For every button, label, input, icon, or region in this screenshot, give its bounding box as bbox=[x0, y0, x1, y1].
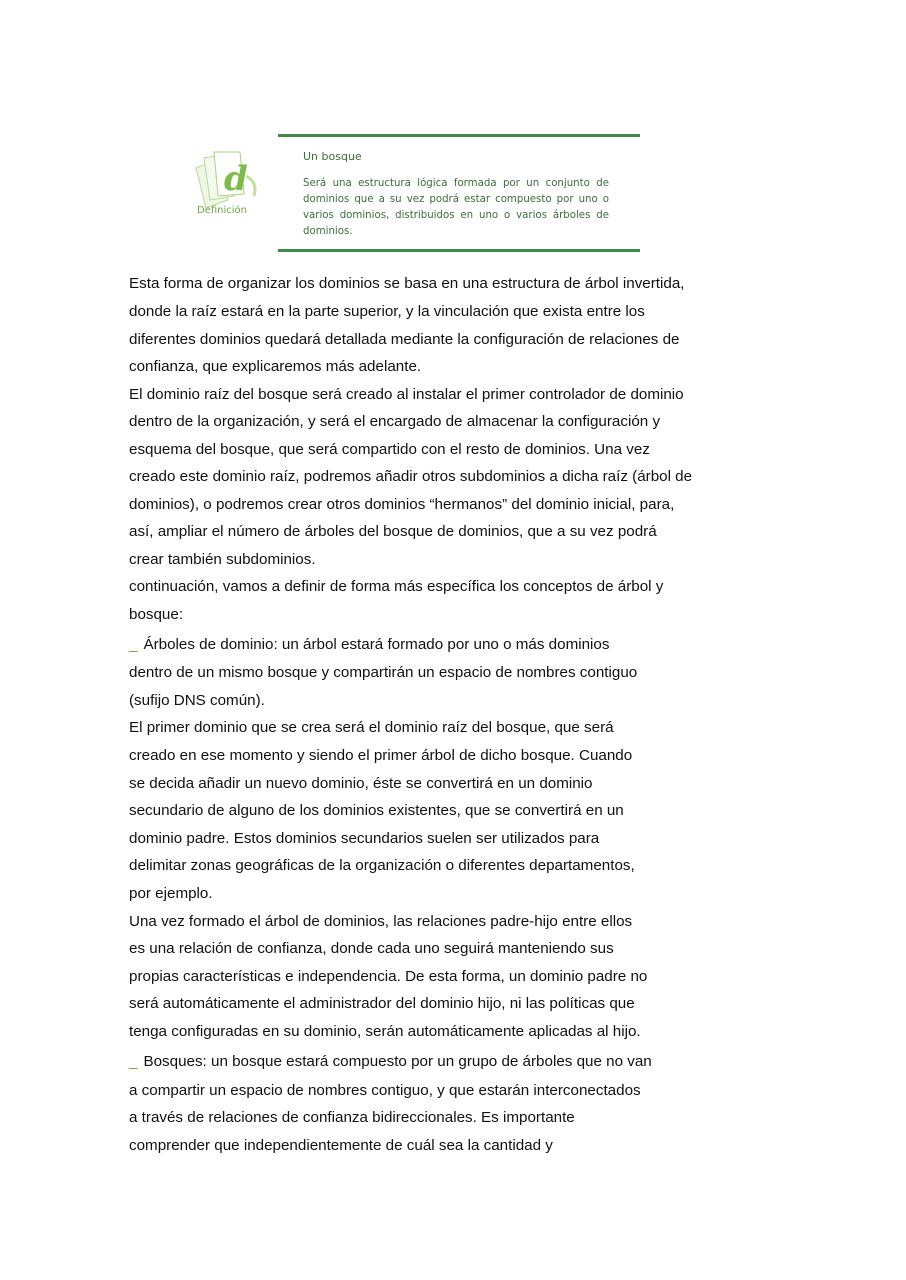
bullet-dash: _ bbox=[129, 1053, 138, 1070]
bullet-line-arboles bbox=[129, 635, 609, 655]
body-line: donde la raíz estará en la parte superior, y la vinculación que exista entre los bbox=[129, 303, 645, 320]
body-line: dentro de la organización, y será el encargado de almacenar la configuración y bbox=[129, 413, 661, 430]
svg-text:d: d bbox=[224, 159, 248, 199]
body-line: así, ampliar el número de árboles del bosque de dominios, que a su vez podrá bbox=[129, 523, 657, 540]
body-line: se decida añadir un nuevo dominio, éste se convertirá en un dominio bbox=[129, 775, 593, 792]
body-line: por ejemplo. bbox=[129, 885, 213, 902]
body-line: delimitar zonas geográficas de la organización o diferentes departamentos, bbox=[129, 857, 635, 874]
body-line: continuación, vamos a definir de forma más específica los conceptos de árbol y bbox=[129, 578, 664, 595]
body-line: El dominio raíz del bosque será creado al instalar el primer controlador de dominio bbox=[129, 386, 684, 403]
definition-title: Un bosque bbox=[303, 150, 362, 163]
bullet-dash: _ bbox=[129, 636, 138, 653]
body-line: bosque: bbox=[129, 606, 184, 623]
body-line: será automáticamente el administrador del dominio hijo, ni las políticas que bbox=[129, 995, 635, 1012]
definition-icon-label: Definición bbox=[197, 205, 247, 216]
body-line: tenga configuradas en su dominio, serán automáticamente aplicadas al hijo. bbox=[129, 1023, 641, 1040]
bullet-line-bosques bbox=[129, 1052, 652, 1072]
bullet-text: Bosques: un bosque estará compuesto por un grupo de árboles que no van bbox=[143, 1053, 652, 1070]
body-line: Esta forma de organizar los dominios se basa en una estructura de árbol invertida, bbox=[129, 275, 685, 292]
body-line: esquema del bosque, que será compartido con el resto de dominios. Una vez bbox=[129, 441, 650, 458]
body-line: dentro de un mismo bosque y compartirán un espacio de nombres contiguo bbox=[129, 664, 638, 681]
body-line: confianza, que explicaremos más adelante. bbox=[129, 358, 422, 375]
body-line: comprender que independientemente de cuál sea la cantidad y bbox=[129, 1137, 553, 1154]
body-line: El primer dominio que se crea será el dominio raíz del bosque, que será bbox=[129, 719, 614, 736]
body-line: diferentes dominios quedará detallada mediante la configuración de relaciones de bbox=[129, 331, 680, 348]
body-line: dominio padre. Estos dominios secundarios suelen ser utilizados para bbox=[129, 830, 600, 847]
body-line: Una vez formado el árbol de dominios, las relaciones padre-hijo entre ellos bbox=[129, 913, 633, 930]
body-line: a compartir un espacio de nombres contiguo, y que estarán interconectados bbox=[129, 1082, 641, 1099]
body-line: (sufijo DNS común). bbox=[129, 692, 265, 709]
body-line: propias características e independencia. De esta forma, un dominio padre no bbox=[129, 968, 648, 985]
body-line: es una relación de confianza, donde cada uno seguirá manteniendo sus bbox=[129, 940, 614, 957]
bullet-text: Árboles de dominio: un árbol estará formado por uno o más dominios bbox=[143, 636, 610, 653]
body-line: creado en ese momento y siendo el primer árbol de dicho bosque. Cuando bbox=[129, 747, 633, 764]
body-line: crear también subdominios. bbox=[129, 551, 316, 568]
body-line: creado este dominio raíz, podremos añadir otros subdominios a dicha raíz (árbol de bbox=[129, 468, 693, 485]
definition-text: Será una estructura lógica formada por un conjunto de dominios que a su vez podrá estar compuesto por uno o varios dominios, distribuidos en uno o varios árboles de dominios. bbox=[303, 178, 609, 237]
body-line: a través de relaciones de confianza bidireccionales. Es importante bbox=[129, 1109, 575, 1126]
definition-box bbox=[278, 134, 640, 252]
body-line: dominios), o podremos crear otros dominios “hermanos” del dominio inicial, para, bbox=[129, 496, 675, 513]
body-line: secundario de alguno de los dominios existentes, que se convertirá en un bbox=[129, 802, 624, 819]
